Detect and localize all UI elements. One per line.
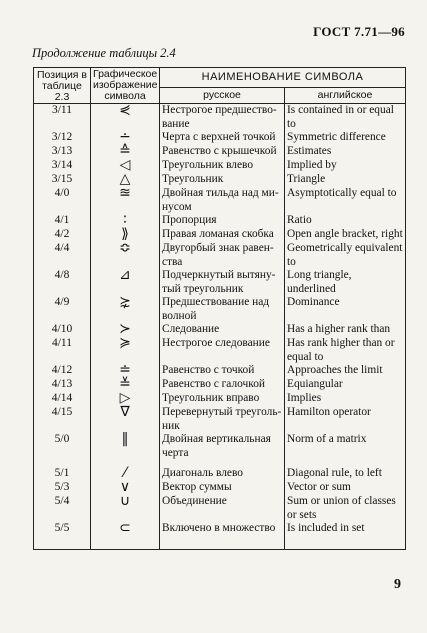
header-graphic-image: Графическое изображение символа (91, 68, 160, 104)
russian-name-cell: Перевернутый треуголь-ник (160, 406, 285, 433)
header-russian: русское (160, 88, 285, 104)
english-name-cell: Hamilton operator (285, 406, 406, 433)
table-row (34, 296, 406, 323)
english-name-cell: Vector or sum (285, 481, 406, 495)
symbol-glyph: ≚ (91, 378, 160, 392)
russian-name-cell: Треугольник вправо (160, 392, 285, 406)
position-cell: 4/9 (34, 296, 91, 323)
russian-name-cell: Черта с верхней точкой (160, 131, 285, 145)
english-name-cell: Diagonal rule, to left (285, 467, 406, 481)
position-cell: 4/8 (34, 269, 91, 296)
symbol-glyph: ⟫ (91, 228, 160, 242)
symbol-glyph: ∨ (91, 481, 160, 495)
russian-name-cell: Следование (160, 323, 285, 337)
english-name-cell: Norm of a matrix (285, 433, 406, 467)
position-cell: 5/4 (34, 495, 91, 522)
symbol-glyph: ‖ (91, 433, 160, 467)
table-row (34, 467, 406, 481)
russian-name-cell: Равенство с крышечкой (160, 145, 285, 159)
russian-name-cell: Нестрогое следование (160, 337, 285, 364)
table-row (34, 323, 406, 337)
position-cell: 3/11 (34, 104, 91, 132)
symbol-glyph: ⋩ (91, 296, 160, 323)
table-row (34, 337, 406, 364)
table-row (34, 433, 406, 467)
russian-name-cell: Треугольник влево (160, 159, 285, 173)
table-row (34, 173, 406, 187)
symbol-glyph: ∇ (91, 406, 160, 433)
russian-name-cell: Двойная вертикальная черта (160, 433, 285, 467)
russian-name-cell: Двойная тильда над ми-нусом (160, 187, 285, 214)
russian-name-cell: Нестрогое предшество-вание (160, 104, 285, 132)
english-name-cell: Open angle bracket, right (285, 228, 406, 242)
position-cell: 4/0 (34, 187, 91, 214)
symbol-glyph: ≽ (91, 337, 160, 364)
english-name-cell: Estimates (285, 145, 406, 159)
symbol-glyph: ≎ (91, 242, 160, 269)
russian-name-cell: Включено в множество (160, 522, 285, 549)
symbol-glyph: ∪ (91, 495, 160, 522)
russian-name-cell: Пропорция (160, 214, 285, 228)
table-row (34, 214, 406, 228)
russian-name-cell: Равенство с точкой (160, 364, 285, 378)
position-cell: 5/3 (34, 481, 91, 495)
table-row (34, 159, 406, 173)
symbol-glyph: ≐ (91, 364, 160, 378)
english-name-cell: Long triangle, underlined (285, 269, 406, 296)
symbol-glyph: ◁ (91, 159, 160, 173)
position-cell: 3/15 (34, 173, 91, 187)
russian-name-cell: Равенство с галочкой (160, 378, 285, 392)
header-english: английское (285, 88, 406, 104)
russian-name-cell: Подчеркнутый вытяну-тый треугольник (160, 269, 285, 296)
position-cell: 4/15 (34, 406, 91, 433)
position-cell: 3/14 (34, 159, 91, 173)
header-symbol-name: НАИМЕНОВАНИЕ СИМВОЛА (160, 68, 406, 88)
table-row (34, 187, 406, 214)
symbol-glyph: ≊ (91, 187, 160, 214)
english-name-cell: Is contained in or equal to (285, 104, 406, 132)
russian-name-cell: Треугольник (160, 173, 285, 187)
russian-name-cell: Вектор суммы (160, 481, 285, 495)
position-cell: 4/4 (34, 242, 91, 269)
table-row (34, 269, 406, 296)
table-row (34, 145, 406, 159)
english-name-cell: Approaches the limit (285, 364, 406, 378)
position-cell: 4/12 (34, 364, 91, 378)
symbol-glyph: △ (91, 173, 160, 187)
symbol-glyph: ⊂ (91, 522, 160, 549)
table-row (34, 392, 406, 406)
symbol-glyph: ⋞ (91, 104, 160, 132)
page-number: 9 (394, 577, 401, 592)
table-row (34, 104, 406, 132)
position-cell: 3/13 (34, 145, 91, 159)
symbol-glyph: ⁄ (91, 467, 160, 481)
position-cell: 4/11 (34, 337, 91, 364)
table-row (34, 364, 406, 378)
table-row (34, 495, 406, 522)
english-name-cell: Symmetric difference (285, 131, 406, 145)
symbol-glyph: ▷ (91, 392, 160, 406)
russian-name-cell: Предшествование над волной (160, 296, 285, 323)
symbol-glyph: ∶ (91, 214, 160, 228)
english-name-cell: Implies (285, 392, 406, 406)
table-row (34, 131, 406, 145)
symbol-glyph: ⊿ (91, 269, 160, 296)
table-row (34, 228, 406, 242)
russian-name-cell: Двугорбый знак равен-ства (160, 242, 285, 269)
russian-name-cell: Объединение (160, 495, 285, 522)
position-cell: 4/14 (34, 392, 91, 406)
english-name-cell: Triangle (285, 173, 406, 187)
english-name-cell: Geometrically equivalent to (285, 242, 406, 269)
position-cell: 3/12 (34, 131, 91, 145)
table-continuation-caption: Продолжение таблицы 2.4 (32, 46, 176, 60)
english-name-cell: Implied by (285, 159, 406, 173)
english-name-cell: Sum or union of classes or sets (285, 495, 406, 522)
symbol-glyph: ≻ (91, 323, 160, 337)
english-name-cell: Has a higher rank than (285, 323, 406, 337)
symbol-glyph: ∸ (91, 131, 160, 145)
table-row (34, 522, 406, 549)
position-cell: 5/0 (34, 433, 91, 467)
english-name-cell: Asymptotically equal to (285, 187, 406, 214)
symbol-table (33, 67, 406, 550)
standard-number: ГОСТ 7.71—96 (313, 24, 405, 39)
position-cell: 5/1 (34, 467, 91, 481)
english-name-cell: Has rank higher than or equal to (285, 337, 406, 364)
position-cell: 4/10 (34, 323, 91, 337)
header-position: Позиция в таблице 2.3 (34, 68, 91, 104)
table-row (34, 406, 406, 433)
english-name-cell: Equiangular (285, 378, 406, 392)
english-name-cell: Dominance (285, 296, 406, 323)
table-row (34, 378, 406, 392)
russian-name-cell: Правая ломаная скобка (160, 228, 285, 242)
table-row (34, 481, 406, 495)
english-name-cell: Ratio (285, 214, 406, 228)
position-cell: 4/13 (34, 378, 91, 392)
position-cell: 5/5 (34, 522, 91, 549)
russian-name-cell: Диагональ влево (160, 467, 285, 481)
position-cell: 4/1 (34, 214, 91, 228)
table-row (34, 242, 406, 269)
english-name-cell: Is included in set (285, 522, 406, 549)
position-cell: 4/2 (34, 228, 91, 242)
symbol-glyph: ≙ (91, 145, 160, 159)
